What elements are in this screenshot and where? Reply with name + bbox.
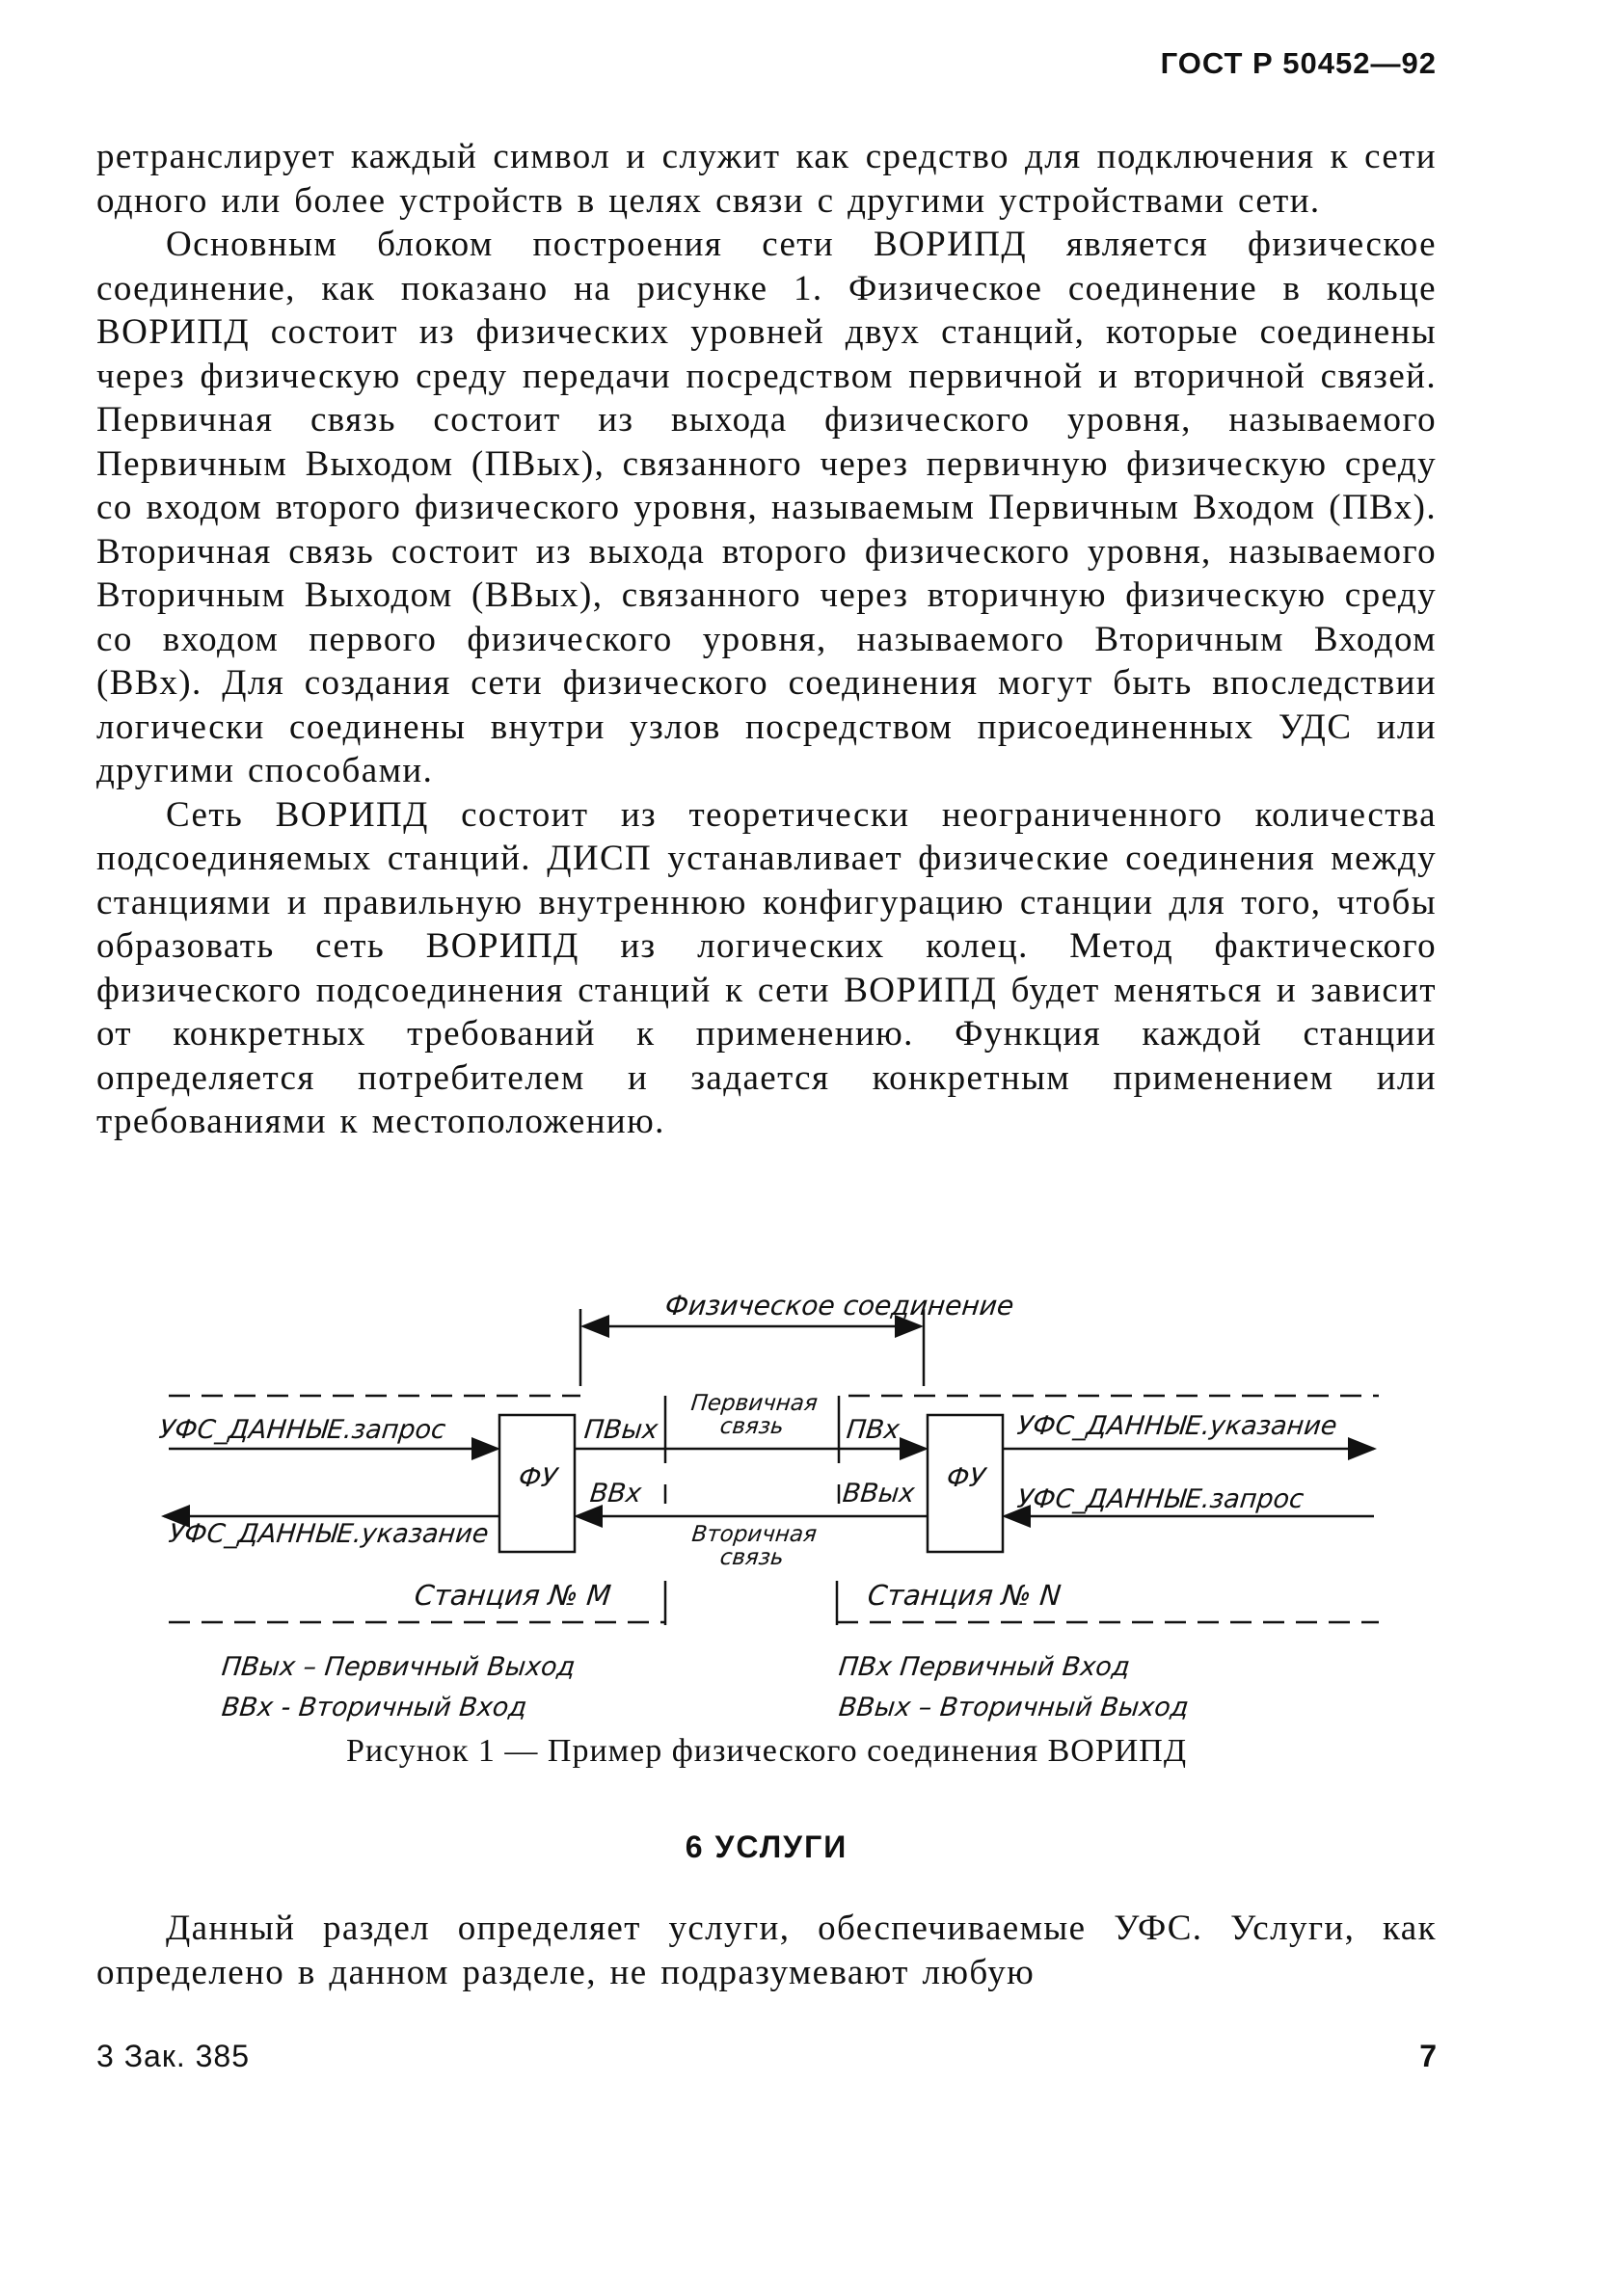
right-request-label: УФС_ДАННЫЕ.запрос bbox=[1015, 1484, 1305, 1514]
page-number: 7 bbox=[1419, 2039, 1437, 2073]
standard-number: ГОСТ Р 50452—92 bbox=[1160, 46, 1437, 80]
legend-vvyh: ВВых – Вторичный Выход bbox=[837, 1693, 1191, 1722]
section-paragraph: Данный раздел определяет услуги, обеспечиваемые УФС. Услуги, как определено в данном разделе, не подразумевают любую bbox=[96, 1909, 1437, 1992]
legend-pvh: ПВх Первичный Вход bbox=[837, 1652, 1132, 1682]
paragraph-physical-connection: Основным блоком построения сети ВОРИПД является физическое соединение, как показано на рисунке 1. Физическое соединение в кольце ВОРИПД состоит из физических уровней двух станций, которые соединены через физическую среду передачи посредством первичной и вторичной связей. Первичная связь состоит из выхода физического уровня, называемого Первичным Выходом (ПВых), связанного через первичную физическую среду со входом второго физического уровня, называемым Первичным Входом (ПВх). Вторичная связь состоит из выхода второго физического уровня, называемого Вторичным Выходом (ВВых), связанного через вторичную физическую среду со входом первого физического уровня, называемого Вторичным Входом (ВВх). Для создания сети физического соединения могут быть впоследствии логически соединены внутри узлов посредством присоединенных УДС или другими способами. bbox=[96, 225, 1437, 790]
section-body bbox=[96, 1907, 1437, 1994]
pvyh-port-label: ПВых bbox=[582, 1415, 659, 1445]
figure-physical-connection bbox=[145, 1270, 1398, 1752]
section-title: 6 УСЛУГИ bbox=[685, 1829, 848, 1864]
legend-vvh: ВВх - Вторичный Вход bbox=[220, 1693, 528, 1722]
footer-order: 3 Зак. 385 bbox=[96, 2039, 250, 2073]
left-indication-label: УФС_ДАННЫЕ.указание bbox=[167, 1519, 491, 1549]
right-indication-label: УФС_ДАННЫЕ.указание bbox=[1015, 1411, 1339, 1441]
pvh-port-label: ПВх bbox=[845, 1415, 902, 1445]
physical-connection-label: Физическое соединение bbox=[663, 1290, 1016, 1322]
secondary-link-label: Вторичная связь bbox=[690, 1522, 819, 1570]
body-paragraphs bbox=[96, 135, 1437, 1144]
left-request-label: УФС_ДАННЫЕ.запрос bbox=[157, 1415, 447, 1445]
fu-right-label: ФУ bbox=[945, 1463, 987, 1493]
figure-caption: Рисунок 1 — Пример физического соединения ВОРИПД bbox=[345, 1733, 1188, 1769]
vvh-port-label: ВВх bbox=[588, 1479, 643, 1508]
fu-left-label: ФУ bbox=[517, 1463, 559, 1493]
vvyh-port-label: ВВых bbox=[841, 1479, 916, 1508]
legend-pvyh: ПВых – Первичный Выход bbox=[220, 1652, 577, 1682]
primary-link-label: Первичная связь bbox=[689, 1391, 820, 1439]
station-m-label: Станция № M bbox=[413, 1579, 613, 1612]
station-n-label: Станция № N bbox=[866, 1579, 1063, 1612]
paragraph-continued: ретранслирует каждый символ и служит как средство для подключения к сети одного или более устройств в целях связи с другими устройствами сети. bbox=[96, 137, 1437, 221]
paragraph-network-stations: Сеть ВОРИПД состоит из теоретически неограниченного количества подсоединяемых станций. ДИСП устанавливает физические соединения между станциями и правильную внутреннюю конфигурацию станции для того, чтобы образовать сеть ВОРИПД из логических колец. Метод фактического физического подсоединения станций к сети ВОРИПД будет меняться и зависит от конкретных требований к применению. Функция каждой станции определяется потребителем и задается конкретным применением или требованиями к местоположению. bbox=[96, 794, 1437, 1141]
